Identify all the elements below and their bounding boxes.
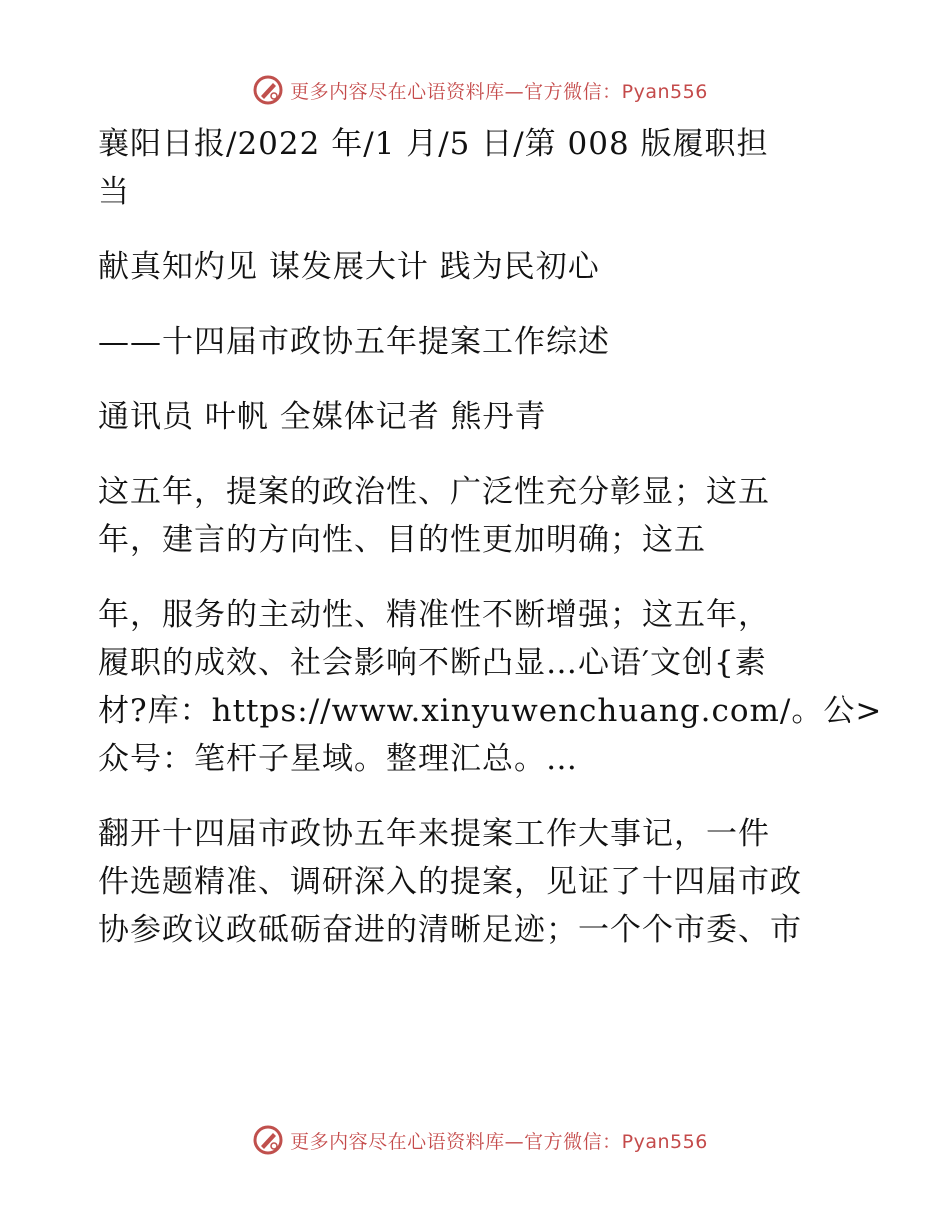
article-paragraph-2-line-1: 年，服务的主动性、精准性不断增强；这五年， xyxy=(98,597,770,633)
pen-seal-logo-icon xyxy=(252,74,284,106)
article-headline: 献真知灼见 谋发展大计 践为民初心 xyxy=(98,249,600,285)
article-paragraph-3-line-3: 协参政议政砥砺奋进的清晰足迹；一个个市委、市 xyxy=(98,912,802,948)
article-paragraph-3-line-1: 翻开十四届市政协五年来提案工作大事记，一件 xyxy=(98,816,770,852)
watermark-main-text: 更多内容尽在心语资料库 xyxy=(290,1130,505,1153)
article-paragraph-2-line-3: 材?库：https://www.xinyuwenchuang.com/。公> xyxy=(98,693,883,729)
footer-watermark-banner xyxy=(0,1120,950,1160)
article-byline: 通讯员 叶帆 全媒体记者 熊丹青 xyxy=(98,399,547,435)
watermark-suffix-text: 官方微信：Pyan556 xyxy=(524,80,708,103)
article-line-1: 襄阳日报/2022 年/1 月/5 日/第 008 版履职担 xyxy=(98,126,769,162)
article-paragraph-1-line-2: 年，建言的方向性、目的性更加明确；这五 xyxy=(98,522,706,558)
article-paragraph-3-line-2: 件选题精准、调研深入的提案，见证了十四届市政 xyxy=(98,864,802,900)
watermark-main-text: 更多内容尽在心语资料库 xyxy=(290,80,505,103)
article-paragraph-2-line-4: 众号：笔杆子星域。整理汇总。… xyxy=(98,741,578,777)
watermark-dash: — xyxy=(504,80,525,103)
article-paragraph-2-line-2: 履职的成效、社会影响不断凸显…心语′文创{素 xyxy=(98,645,767,681)
article-subheadline: ——十四届市政协五年提案工作综述 xyxy=(98,324,610,360)
footer-watermark-text xyxy=(290,1127,708,1154)
article-paragraph-1-line-1: 这五年，提案的政治性、广泛性充分彰显；这五 xyxy=(98,474,770,510)
footer-watermark-inner xyxy=(252,1124,708,1156)
header-watermark-text xyxy=(290,77,708,104)
header-watermark-inner xyxy=(252,74,708,106)
article-line-2: 当 xyxy=(98,174,130,210)
article-body xyxy=(98,120,883,954)
watermark-suffix-text: 官方微信：Pyan556 xyxy=(524,1130,708,1153)
header-watermark-banner xyxy=(0,70,950,110)
watermark-dash: — xyxy=(504,1130,525,1153)
pen-seal-logo-icon xyxy=(252,1124,284,1156)
